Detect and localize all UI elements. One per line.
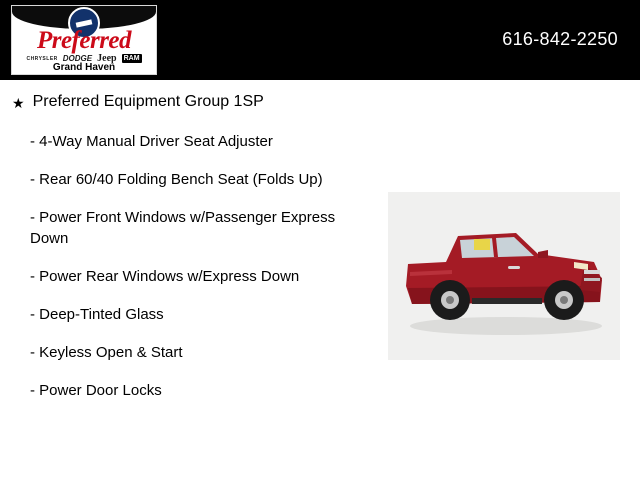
list-item: - Power Door Locks bbox=[30, 382, 162, 399]
brand-chrysler-label: CHRYSLER bbox=[26, 55, 58, 62]
logo-city-label: Grand Haven bbox=[52, 62, 116, 73]
list-item: - Keyless Open & Start bbox=[30, 344, 183, 361]
equipment-feature-list bbox=[0, 80, 380, 418]
vehicle-photo bbox=[388, 192, 620, 360]
logo-wordmark: Preferred bbox=[36, 27, 132, 54]
dealer-logo[interactable] bbox=[11, 5, 157, 75]
brand-dodge-label: DODGE bbox=[62, 54, 93, 63]
page-header bbox=[0, 0, 640, 80]
list-item: - Power Front Windows w/Passenger Express Down bbox=[30, 209, 336, 247]
list-item: - 4-Way Manual Driver Seat Adjuster bbox=[30, 133, 273, 150]
list-item: - Rear 60/40 Folding Bench Seat (Folds Up) bbox=[30, 171, 323, 188]
equipment-group-heading bbox=[12, 92, 380, 113]
truck-illustration-icon bbox=[388, 192, 620, 360]
brand-ram-label: RAM bbox=[123, 55, 140, 62]
dealer-phone-number[interactable]: 616-842-2250 bbox=[502, 29, 618, 49]
star-icon: ★ bbox=[12, 95, 25, 111]
brand-jeep-label: Jeep bbox=[97, 53, 117, 64]
list-item: - Power Rear Windows w/Express Down bbox=[30, 268, 300, 285]
equipment-group-title: Preferred Equipment Group 1SP bbox=[32, 93, 264, 110]
list-item: - Deep-Tinted Glass bbox=[30, 306, 164, 323]
page-content bbox=[0, 80, 640, 480]
